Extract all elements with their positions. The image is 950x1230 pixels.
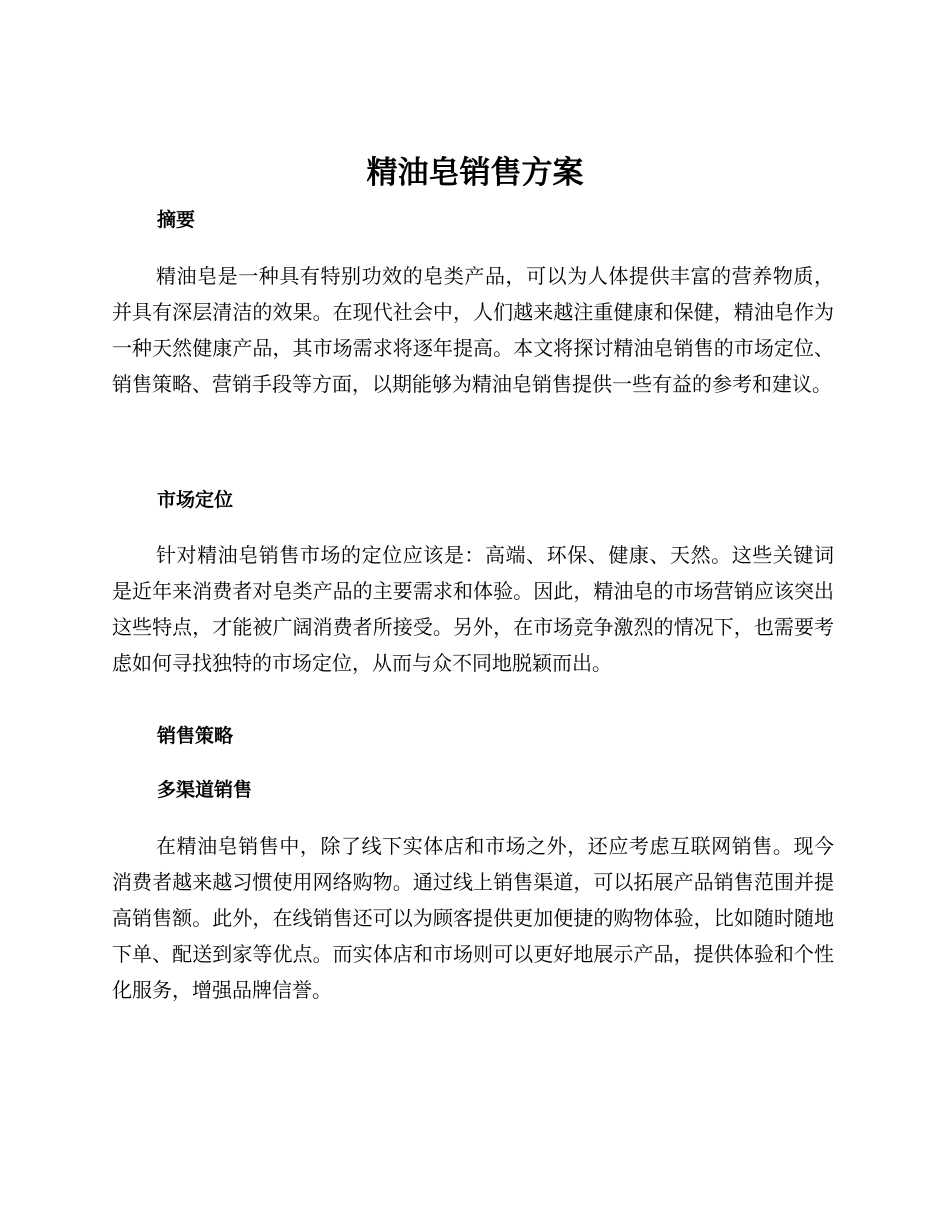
section-heading-abstract: 摘要 <box>157 209 196 231</box>
paragraph-multichannel-sales: 在精油皂销售中，除了线下实体店和市场之外，还应考虑互联网销售。现今消费者越来越习惯使用网络购物。通过线上销售渠道，可以拓展产品销售范围并提高销售额。此外，在线销售还可以为顾客提供更加便捷的购物体验，比如随时随地下单、配送到家等优点。而实体店和市场则可以更好地展示产品，提供体验和个性化服务，增强品牌信誉。 <box>112 834 834 1002</box>
paragraph-abstract: 精油皂是一种具有特别功效的皂类产品，可以为人体提供丰富的营养物质，并具有深层清洁的效果。在现代社会中，人们越来越注重健康和保健，精油皂作为一种天然健康产品，其市场需求将逐年提高。本文将探讨精油皂销售的市场定位、销售策略、营销手段等方面，以期能够为精油皂销售提供一些有益的参考和建议。 <box>112 264 834 396</box>
paragraph-market-positioning: 针对精油皂销售市场的定位应该是：高端、环保、健康、天然。这些关键词是近年来消费者对皂类产品的主要需求和体验。因此，精油皂的市场营销应该突出这些特点，才能被广阔消费者所接受。另外，在市场竞争激烈的情况下，也需要考虑如何寻找独特的市场定位，从而与众不同地脱颖而出。 <box>112 543 834 675</box>
subsection-heading-multichannel-sales: 多渠道销售 <box>157 779 253 801</box>
section-heading-market-positioning: 市场定位 <box>157 489 234 511</box>
section-heading-sales-strategy: 销售策略 <box>157 725 234 747</box>
document-title: 精油皂销售方案 <box>366 155 584 191</box>
